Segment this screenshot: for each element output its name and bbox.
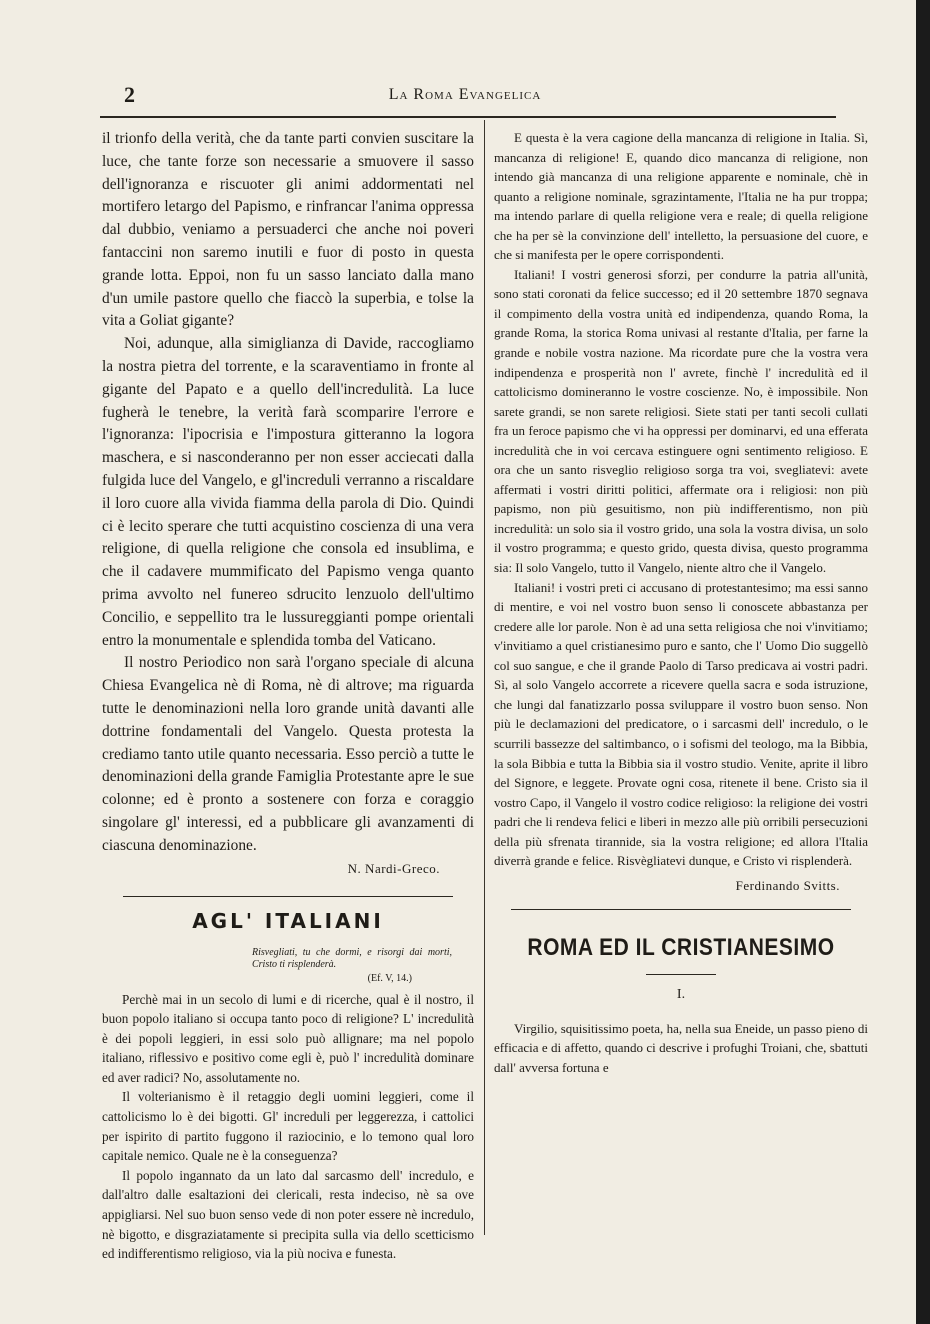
article-paragraph: il trionfo della verità, che da tante parti convien suscitare la luce, che tante forze son necessarie a smuovere il sasso dell'ignoranza e riscuoter gli animi addormentati nel mortifero letargo del Papismo, e rinfrancar l'anima oppressa dal dubbio, veniamo a persuaderci che anche noi poveri fantaccini non saremo inutili e fuor di posto in questa grande lotta. Eppoi, non fu un sasso lanciato dalla mano d'un umile pastore quello che fiaccò la superbia, e tolse la vita a Goliat gigante?	[102, 130, 474, 330]
article-paragraph: E questa è la vera cagione della mancanza di religione in Italia. Sì, mancanza di religione! E, quando dico mancanza di religione, non intendo già mancanza di una religione apparente e nominale, chè in quanto a religione nominale, sgrazintamente, l'Italia ne ha pur troppa; ma intendo parlare di quella religione vera e reale; di quella religione che ha per sè la convinzione dell' intelletto, la persuasione del cuore, e che si manifesta per le opere corrispondenti.	[494, 130, 868, 263]
article-paragraph: Il volterianismo è il retaggio degli uomini leggieri, come il cattolicismo lo è dei bigotti. Gl' increduli per leggerezza, i cattolici per ispirito di partito fuggono il raziocinio, e lo temono qual loro capitale nemico. Quale ne è la conseguenza?	[102, 1089, 474, 1164]
title-underline	[646, 974, 716, 975]
article-paragraph: Virgilio, squisitissimo poeta, ha, nella sua Eneide, un passo pieno di efficacia e di affetto, quando ci descrive i profughi Troiani, che, sbattuti dall' avversa fortuna e	[494, 1020, 868, 1075]
page-header	[100, 82, 830, 110]
article-paragraph: Noi, adunque, alla simiglianza di Davide, raccogliamo la nostra pietra del torrente, e la scaraventiamo in fronte al gigante del Papato e a quello dell'incredulità. La luce fugherà le tenebre, la verità farà scomparire l'errore e l'ignoranza: l'ipocrisia e l'impostura gitteranno la logora maschera, e si nasconderanno per non esser acciecati dalla fulgida luce del Vangelo, e gl'increduli verranno a riscaldare il loro cuore alla vivida fiamma della parola di Dio. Quindi ci è lecito sperare che tutti acquistino coscienza di una vera religione, di quella religione che consola ed insublima, e che il cadavere mummificato del Papismo venga quanto prima avvolto nel funereo sdrucito lenzuolo dell'ultimo Concilio, e seppellito tra le lussureggianti pompe orientali entro la monumentale e splendida tomba del Vaticano.	[102, 335, 474, 649]
article-signature: N. Nardi-Greco.	[347, 860, 440, 876]
section-title: ROMA ED IL CRISTIANESIMO	[527, 933, 835, 961]
column-divider	[484, 120, 485, 1235]
article-paragraph: Italiani! I vostri generosi sforzi, per condurre la patria all'unità, sono stati coronati da felice successo; ed il 20 settembre 1870 segnava il compimento della vostra unità ed indipendenza, quando Roma, la grande Roma, la storica Roma univasi al restante d'Italia, per farne la grande e nobile vostra nazione. Ma ricordate pure che la vostra vera indipendenza e prosperità non l' avrete, finchè l' incredulità ed il cattolicismo domineranno le vostre coscienze. No, è impossibile. Non sarete grandi, se non sarete religiosi. Siete stati per tanti secoli cullati fra un feroce papismo che vi ha oppressi per dominarvi, ed una efferata incredulità che in voi cercava estinguere ogni sentimento religioso. E ora che un santo risveglio religioso sorga tra voi, svegliatevi: avete affermati i vostri diritti politici, affermate ora i religiosi: non più papismo, non più gesuitismo, non più indifferentismo, non più incredulità: un solo sia il vostro grido, una sola la vostra divisa, un solo il vostro programma; e questo grido, questa divisa, questo programma sia: Il solo Vangelo, tutto il Vangelo, niente altro che il Vangelo.	[494, 266, 868, 576]
scan-edge	[916, 0, 930, 1324]
article-signature: Ferdinando Svitts.	[735, 877, 840, 893]
epigraph-reference: (Ef. V, 14.)	[367, 972, 412, 984]
section-title: AGL' ITALIANI	[192, 908, 384, 933]
section-separator	[123, 896, 453, 897]
section-separator	[511, 909, 851, 910]
article-paragraph: Perchè mai in un secolo di lumi e di ricerche, qual è il nostro, il buon popolo italiano si occupa tanto poco di religione? L' incredulità è dei popoli leggieri, in essi solo può allignare; ma nel popolo italiano, riflessivo e positivo come egli è, può l' incredulità dominare ed aver radici? No, assolutamente no.	[102, 991, 474, 1085]
section-number: I.	[676, 986, 686, 1002]
header-rule	[100, 116, 836, 118]
article-paragraph: Il nostro Periodico non sarà l'organo speciale di alcuna Chiesa Evangelica nè di Roma, nè di altrove; ma riguarda tutte le denominazioni nella loro grande unità davanti alle dottrine fondamentali del Vangelo. Questa protesta la crediamo tanto utile quanto necessaria. Esso perciò a tutte le denominazioni della grande Famiglia Protestante apre le sue colonne; ed è pronto a sostenere con forza e coraggio singolare gl' interessi, ed a pubblicare gli avanzamenti di ciascuna denominazione.	[102, 654, 474, 854]
journal-title: La Roma Evangelica	[388, 86, 542, 103]
article-paragraph: Il popolo ingannato da un lato dal sarcasmo dell' incredulo, e dall'altro dalle esaltazioni dei clericali, resta indeciso, nè sa ove appigliarsi. Nel suo buon senso vede di non poter essere nè incredulo, nè bigotto, e disgraziatamente si precipita sulla via dello scetticismo ed indifferentismo religioso, via la più nociva e funesta.	[102, 1167, 474, 1262]
page-number: 2	[124, 82, 135, 107]
left-column	[102, 128, 474, 1264]
right-column	[494, 128, 868, 1077]
epigraph: Risvegliati, tu che dormi, e risorgi dai morti, Cristo ti risplenderà.	[252, 946, 452, 970]
article-paragraph: Italiani! i vostri preti ci accusano di protestantesimo; ma essi sanno di mentire, e voi nel vostro buon senso li conoscete abbastanza per credere alle lor parole. Non è ad una setta religiosa che noi v'invitiamo; v'invitiamo a quel cristianesimo puro e santo, che l' Uomo Dio suggellò col suo sangue, e che il grande Paolo di Tarso predicava ai vostri padri. Sì, al solo Vangelo accorrete a ricevere quella sacra e soda istruzione, che lungi dal fanatizzarlo possa sviluppare il vostro buon senso. Non più le declamazioni del predicatore, o i sarcasmi dell' incredulo, o le scurrili bassezze del saltimbanco, o i sofismi del teologo, ma la Bibbia, la sola Bibbia e tutta la Bibbia sia il vostro studio. Venite, aprite il libro del Signore, e leggete. Provate ogni cosa, ritenete il bene. Cristo sia il vostro Capo, il Vangelo il vostro codice religioso: la religione dei vostri padri che li rendeva felici e liberi in mezzo alle più orribili persecuzioni della più sfrenata tirannide, sia la vostra religione; ed allora l'Italia diverrà grande e felice. Risvègliatevi dunque, e Cristo vi risplenderà.	[494, 579, 868, 869]
